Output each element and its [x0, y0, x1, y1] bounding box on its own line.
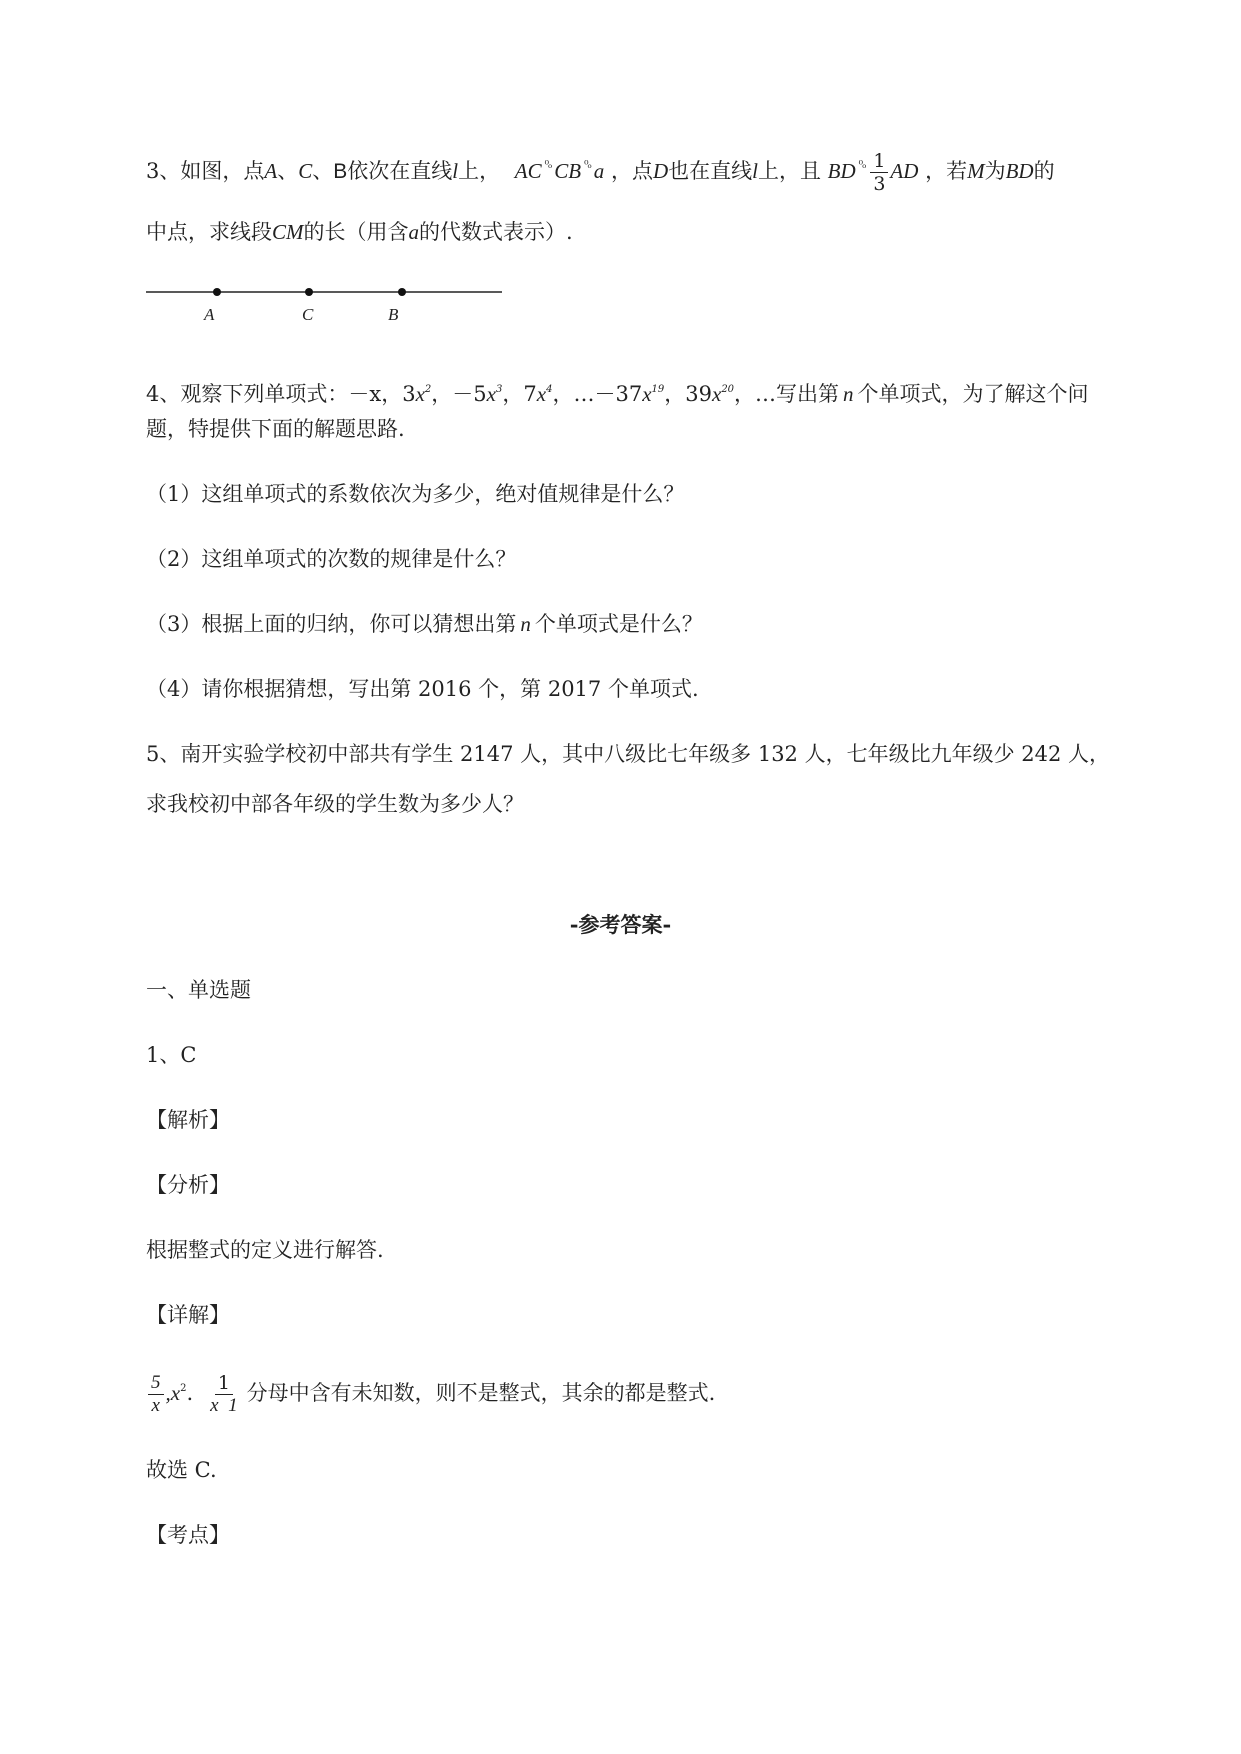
dot-B	[398, 288, 406, 296]
label-C: C	[302, 305, 314, 324]
q4-sub-2: （2）这组单项式的次数的规律是什么？	[146, 547, 517, 571]
equal-mark: ⁰ₒ	[544, 158, 552, 171]
answer-heading: -参考答案-	[569, 912, 672, 937]
label-fenxi: 【分析】	[146, 1173, 230, 1197]
label-jiexi: 【解析】	[146, 1108, 230, 1132]
q3-line-1: 3、如图，点A、C、B依次在直线l上， AC $^{^0_o}$ CB $^{^0_o}$ a ，点D也在直线l上，且 BD $^{^0_o}$ $\frac{1}{3}$ AD ，若M为BD的	[146, 150, 1055, 195]
segment-CB: CB	[554, 159, 582, 183]
segment-AC: AC	[514, 159, 542, 183]
label-B: B	[388, 305, 399, 324]
label-A: A	[204, 305, 215, 324]
detail-line: $\frac{5}{x}$ $,x^2$. $\frac{1}{x 1}$ 分母中含有未知数，则不是整式，其余的都是整式.	[146, 1372, 715, 1417]
fraction-5-over-x: $\frac{5}{x}$	[148, 1372, 164, 1417]
equal-mark: ⁰ₒ	[858, 158, 866, 171]
answer-1: 1、C	[146, 1043, 197, 1067]
q4-line-2: 题，特提供下面的解题思路.	[146, 417, 405, 441]
point-C: C	[298, 159, 313, 183]
fenxi-text: 根据整式的定义进行解答.	[146, 1238, 384, 1262]
dot-C	[305, 288, 313, 296]
number-line-figure	[140, 280, 520, 330]
fraction-1-over-x-minus-1: $\frac{1}{x 1}$	[210, 1372, 238, 1416]
segment-BD: BD	[827, 159, 856, 183]
q4-sub-3: （3）根据上面的归纳，你可以猜想出第 n 个单项式是什么？	[146, 612, 703, 636]
q4-line-1: 4、观察下列单项式：－x，$3x^2$，$-5x^3$，$7x^4$，$\dots-37x^{19}$，$39x^{20}$，…写出第 n 个单项式，为了解这个问	[146, 382, 1089, 406]
point-B: B	[333, 160, 348, 183]
q5-line-2: 求我校初中部各年级的学生数为多少人？	[146, 792, 524, 816]
section-title: 一、单选题	[146, 978, 251, 1002]
dot-A	[213, 288, 221, 296]
label-kaodian: 【考点】	[146, 1523, 230, 1547]
point-A: A	[264, 159, 278, 183]
q4-sub-4: （4）请你根据猜想，写出第 2016 个，第 2017 个单项式.	[146, 677, 699, 701]
q3-line-2: 中点，求线段CM的长（用含a的代数式表示）.	[146, 220, 573, 244]
fraction-one-third: $\frac{1}{3}$	[870, 150, 888, 195]
guxuan: 故选 C.	[146, 1458, 217, 1482]
q4-sub-1: （1）这组单项式的系数依次为多少，绝对值规律是什么？	[146, 482, 685, 506]
label-xiangjie: 【详解】	[146, 1303, 230, 1327]
q5-line-1: 5、南开实验学校初中部共有学生 2147 人，其中八级比七年级多 132 人，七年级比九年级少 242 人，	[146, 742, 1111, 766]
equal-mark: ⁰ₒ	[584, 158, 591, 171]
